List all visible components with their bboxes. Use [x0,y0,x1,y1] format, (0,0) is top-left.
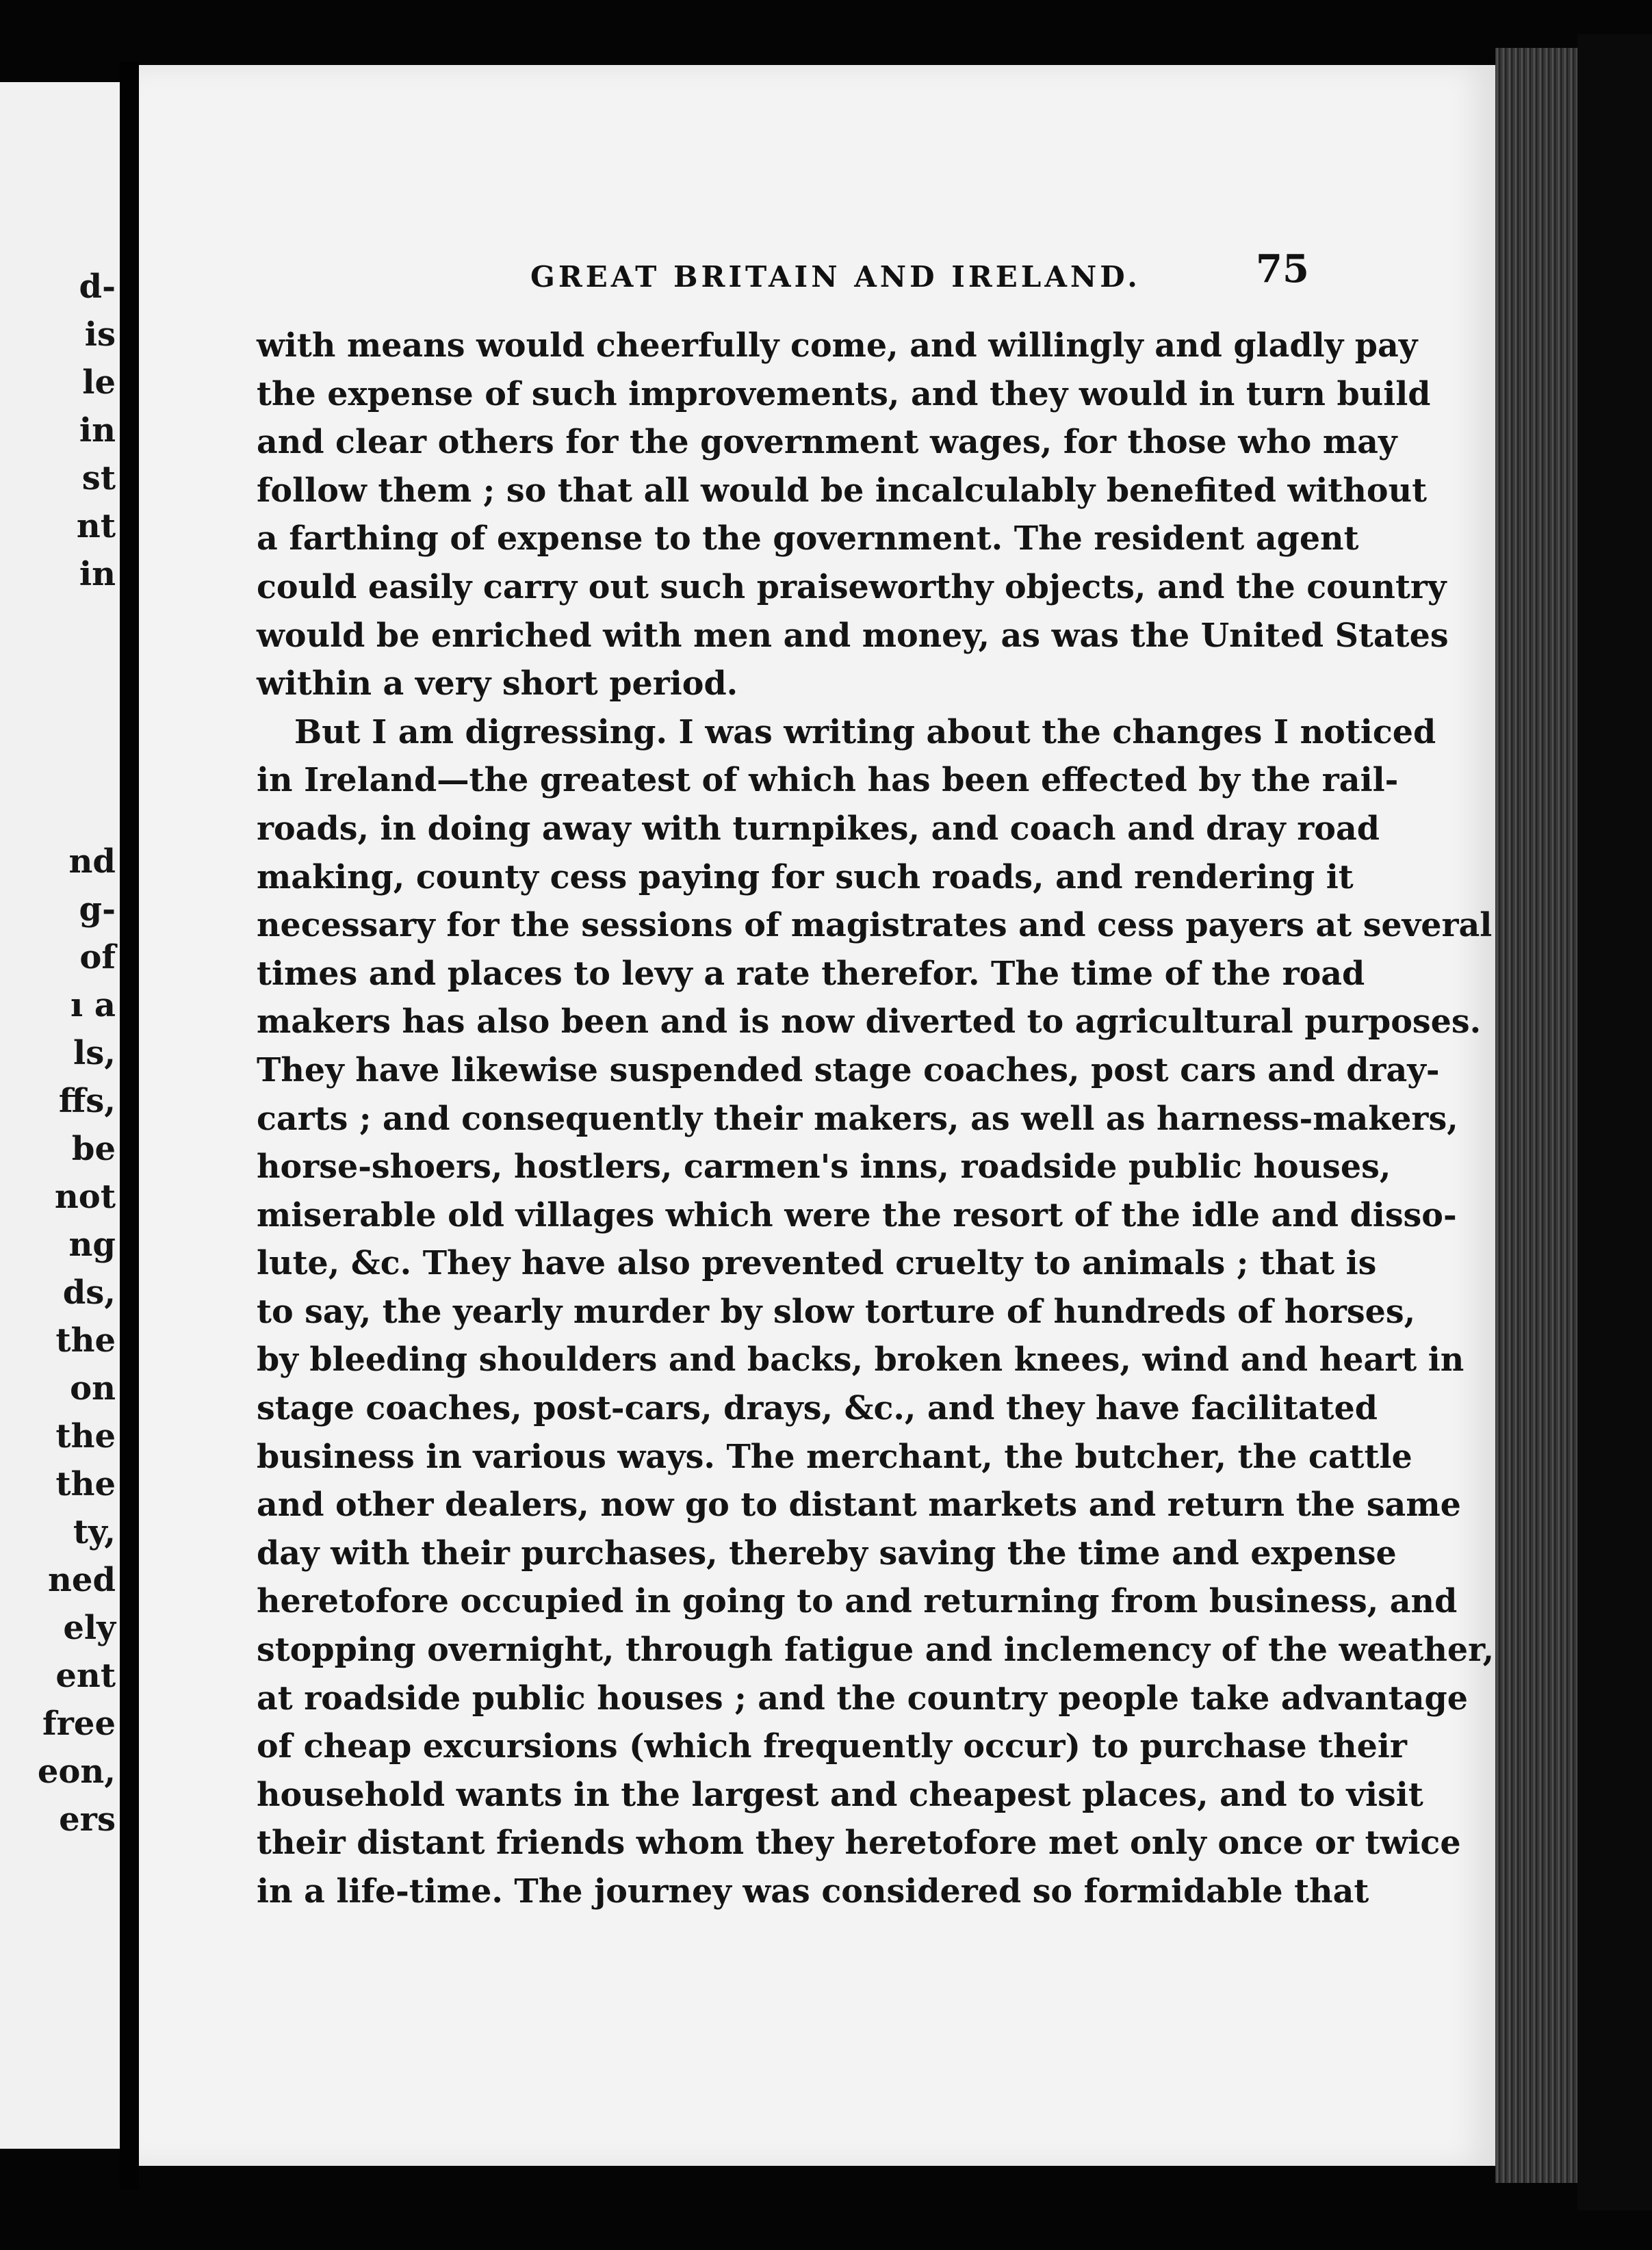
text-line: in Ireland—the greatest of which has been effected by the rail- [257,761,1399,800]
text-line: to say, the yearly murder by slow torture of hundreds of horses, [257,1292,1416,1331]
previous-page-line-ending: in [79,411,116,450]
paragraph [257,708,1495,1916]
previous-page-line-ending: ı a [70,986,116,1024]
previous-page-line-ending: ent [55,1657,116,1695]
text-line: But I am digressing. I was writing about the changes I noticed [294,712,1436,751]
previous-page-line-ending: eon, [37,1753,116,1791]
text-line: stage coaches, post-cars, drays, &c., and they have facilitated [257,1389,1378,1428]
text-line: household wants in the largest and cheapest places, and to visit [257,1775,1423,1814]
text-line: within a very short period. [257,664,738,703]
page-number: 75 [1256,246,1309,292]
previous-page-line-ending: ely [63,1609,116,1647]
paragraph [257,322,1449,708]
text-line: at roadside public houses ; and the country people take advantage [257,1679,1468,1718]
previous-page-fragment [0,82,120,2149]
previous-page-line-ending: ng [68,1226,116,1264]
text-line: could easily carry out such praiseworthy objects, and the country [257,567,1447,606]
text-line: in a life-time. The journey was considered so formidable that [257,1872,1369,1911]
previous-page-line-ending: the [55,1465,116,1503]
text-line: of cheap excursions (which frequently occur) to purchase their [257,1727,1407,1766]
previous-page-line-ending: le [82,363,116,402]
previous-page-line-ending: ty, [73,1513,116,1551]
previous-page-line-ending: free [42,1705,116,1743]
previous-page-line-ending: in [79,555,116,593]
previous-page-line-ending: not [54,1178,116,1216]
previous-page-line-ending: ffs, [58,1082,116,1120]
previous-page-line-ending: be [71,1130,116,1168]
text-line: follow them ; so that all would be incalculably benefited without [257,471,1428,510]
text-line: roads, in doing away with turnpikes, and coach and dray road [257,809,1380,848]
text-line: lute, &c. They have also prevented cruelty to animals ; that is [257,1244,1377,1283]
text-line: carts ; and consequently their makers, as well as harness-makers, [257,1099,1458,1138]
text-line: times and places to levy a rate therefor. The time of the road [257,954,1365,993]
previous-page-line-ending: ds, [62,1273,116,1312]
page-edges [1495,48,1577,2183]
previous-page-line-ending: ers [59,1800,116,1839]
previous-page-line-ending: the [55,1321,116,1360]
body-text [257,322,1495,1916]
text-line: miserable old villages which were the resort of the idle and disso- [257,1195,1457,1234]
previous-page-line-ending: is [84,315,116,354]
previous-page-line-ending: ned [48,1561,116,1599]
running-head: GREAT BRITAIN AND IRELAND. [530,260,1141,294]
text-line: their distant friends whom they heretofore met only once or twice [257,1824,1461,1863]
previous-page-line-ending: the [55,1417,116,1456]
previous-page-line-ending: nd [68,842,116,881]
previous-page-line-ending: on [70,1369,116,1408]
text-line: stopping overnight, through fatigue and inclemency of the weather, [257,1631,1495,1670]
text-line: business in various ways. The merchant, the butcher, the cattle [257,1437,1412,1476]
previous-page-line-ending: g- [79,890,116,929]
book-gutter [120,62,139,2190]
previous-page-line-ending: st [81,459,116,497]
text-line: and clear others for the government wages, for those who may [257,423,1397,462]
previous-page-line-ending: ls, [73,1034,116,1072]
previous-page-line-ending: of [79,938,116,977]
text-line: heretofore occupied in going to and returning from business, and [257,1582,1458,1621]
text-line: with means would cheerfully come, and willingly and gladly pay [257,326,1418,365]
text-line: making, county cess paying for such roads, and rendering it [257,857,1354,896]
previous-page-line-ending: nt [76,507,116,545]
text-line: makers has also been and is now diverted to agricultural purposes. [257,1003,1482,1042]
text-line: They have likewise suspended stage coaches, post cars and dray- [257,1050,1440,1089]
previous-page-line-ending: d- [79,268,116,306]
text-line: day with their purchases, thereby saving the time and expense [257,1534,1397,1573]
text-line: horse-shoers, hostlers, carmen's inns, roadside public houses, [257,1148,1391,1187]
text-line: and other dealers, now go to distant markets and return the same [257,1486,1461,1525]
book-cover-edge [1577,34,1652,2210]
text-line: necessary for the sessions of magistrates and cess payers at several [257,906,1493,945]
text-line: the expense of such improvements, and they would in turn build [257,374,1431,413]
text-line: by bleeding shoulders and backs, broken knees, wind and heart in [257,1341,1464,1380]
text-line: a farthing of expense to the government. The resident agent [257,519,1359,558]
text-line: would be enriched with men and money, as was the United States [257,616,1449,655]
